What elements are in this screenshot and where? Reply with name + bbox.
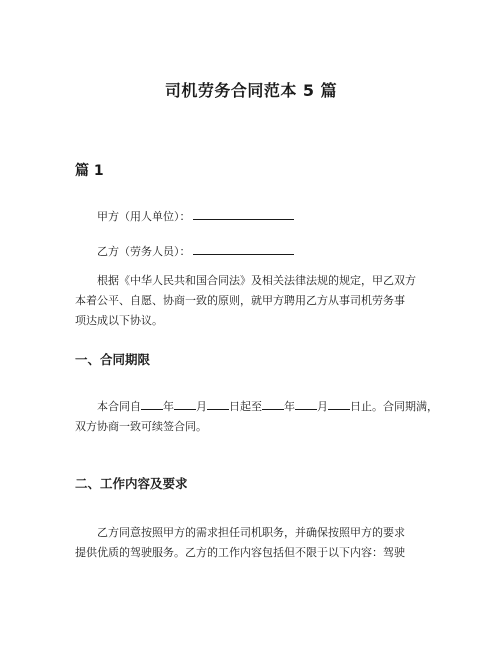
preamble-paragraph [75, 271, 445, 331]
party-b-field [97, 243, 294, 259]
party-b-label: 乙方（劳务人员）： [97, 245, 191, 258]
blank-day-end [328, 399, 350, 410]
party-a-field [97, 208, 294, 224]
term-text: 年 [163, 400, 174, 413]
term-line: 双方协商一致可续签合同。 [75, 420, 207, 433]
preamble-line: 根据《中华人民共和国合同法》及相关法律法规的规定，甲乙双方 [97, 274, 416, 287]
blank-year-start [141, 399, 163, 410]
preamble-line: 本着公平、自愿、协商一致的原则，就甲方聘用乙方从事司机劳务事 [75, 294, 405, 307]
part-heading: 篇 1 [75, 163, 104, 179]
term-text: 月 [317, 400, 328, 413]
duties-paragraph [75, 523, 445, 563]
section-heading-term: 一、合同期限 [75, 352, 151, 367]
term-text: 本合同自 [97, 400, 141, 413]
term-paragraph [75, 397, 445, 437]
term-text: 日止。合同期满， [350, 400, 438, 413]
term-text: 日起至 [229, 400, 262, 413]
party-b-blank [193, 243, 294, 255]
blank-month-end [295, 399, 317, 410]
document-title: 司机劳务合同范本 5 篇 [164, 81, 338, 100]
blank-day-start [207, 399, 229, 410]
party-a-label: 甲方（用人单位）： [97, 210, 191, 223]
blank-month-start [174, 399, 196, 410]
duties-line: 乙方同意按照甲方的需求担任司机职务，并确保按照甲方的要求 [97, 526, 405, 539]
term-text: 年 [284, 400, 295, 413]
duties-line: 提供优质的驾驶服务。乙方的工作内容包括但不限于以下内容：驾驶 [75, 546, 405, 559]
party-a-blank [193, 208, 294, 220]
term-text: 月 [196, 400, 207, 413]
preamble-line: 项达成以下协议。 [75, 314, 163, 327]
term-line [75, 397, 445, 417]
blank-year-end [262, 399, 284, 410]
section-heading-duties: 二、工作内容及要求 [75, 476, 188, 491]
